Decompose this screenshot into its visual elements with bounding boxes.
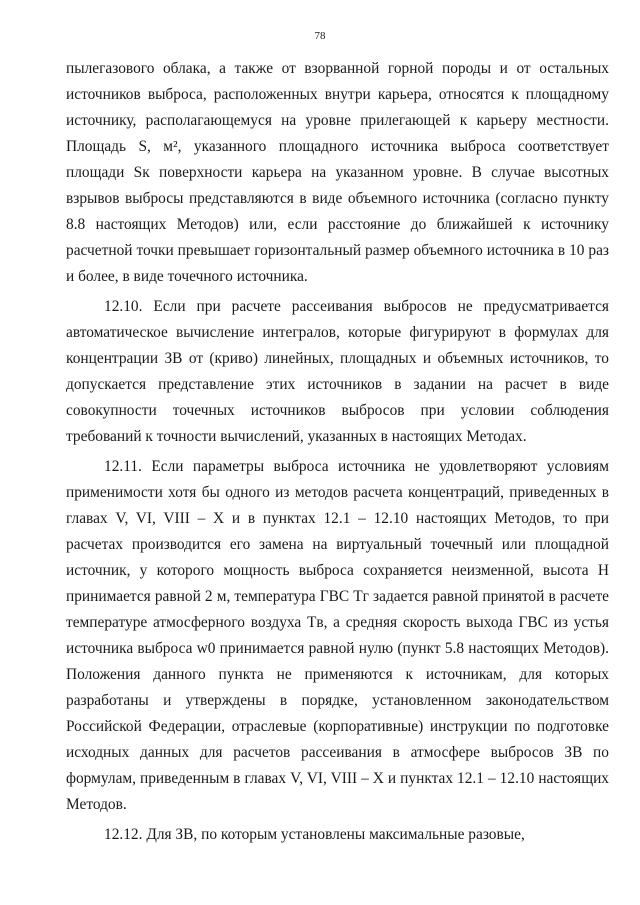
document-body: [66, 56, 609, 848]
paragraph-12-12: 12.12. Для ЗВ, по которым установлены максимальные разовые,: [104, 826, 525, 843]
paragraph-continuation: пылегазового облака, а также от взорванной горной породы и от остальных источников выброса, расположенных внутри карьера, относятся к площадному источнику, располагающемуся на уровне прилегающей к карьеру местности. Площадь S, м², указанного площадного источника выброса соответствует площади Sк поверхности карьера на указанном уровне. В случае высотных взрывов выбросы представляются в виде объемного источника (согласно пункту 8.8 настоящих Методов) или, если расстояние до ближайшей к источнику расчетной точки превышает горизонтальный размер объемного источника в 10 раз и более, в виде точечного источника.: [66, 60, 609, 285]
paragraph-12-11: 12.11. Если параметры выброса источника не удовлетворяют условиям применимости хотя бы одного из методов расчета концентраций, приведенных в главах V, VI, VIII – X и в пунктах 12.1 – 12.10 настоящих Методов, то при расчетах производится его замена на виртуальный точечный или площадной источник, у которого мощность выброса сохраняется неизменной, высота H принимается равной 2 м, температура ГВС Tг задается равной принятой в расчете температуре атмосферного воздуха Tв, а средняя скорость выхода ГВС из устья источника выброса w0 принимается равной нулю (пункт 5.8 настоящих Методов). Положения данного пункта не применяются к источникам, для которых разработаны и утверждены в порядке, установленном законодательством Российской Федерации, отраслевые (корпоративные) инструкции по подготовке исходных данных для расчетов рассеивания в атмосфере выбросов ЗВ по формулам, приведенным в главах V, VI, VIII – X и пунктах 12.1 – 12.10 настоящих Методов.: [66, 458, 609, 813]
paragraph-12-10: 12.10. Если при расчете рассеивания выбросов не предусматривается автоматическое вычисление интегралов, которые фигурируют в формулах для концентрации ЗВ от (криво) линейных, площадных и объемных источников, то допускается представление этих источников в задании на расчет в виде совокупности точечных источников выбросов при условии соблюдения требований к точности вычислений, указанных в настоящих Методах.: [66, 298, 609, 445]
page-number: 78: [314, 30, 326, 42]
